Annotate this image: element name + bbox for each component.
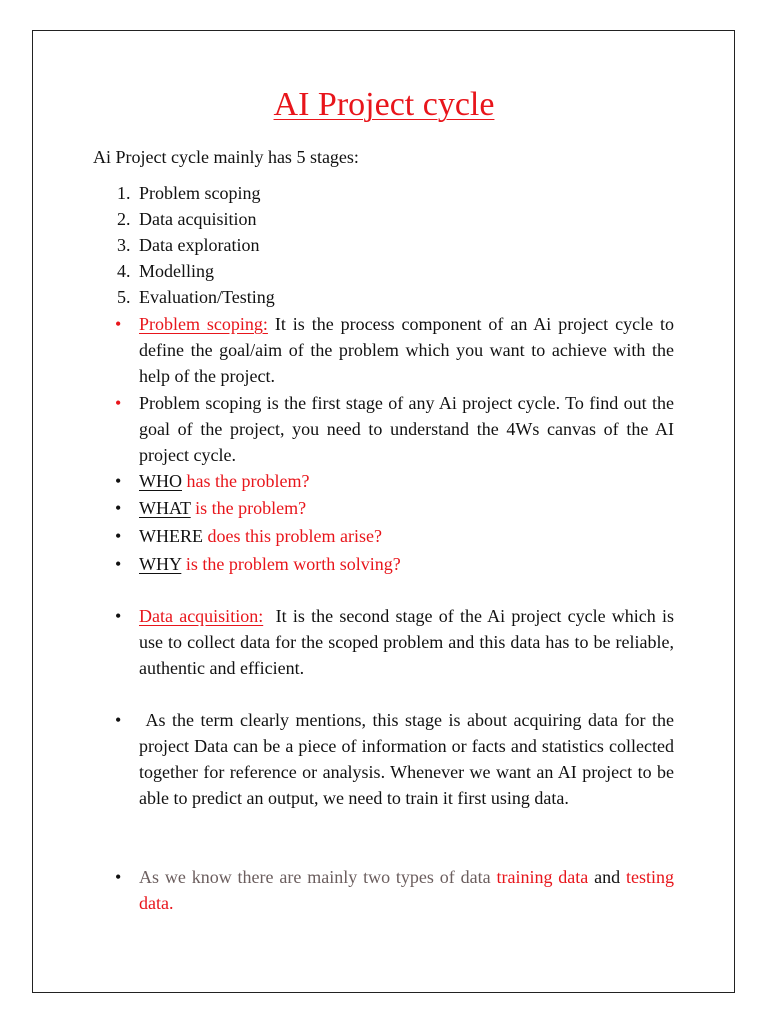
w-question: is the problem?: [190, 498, 307, 518]
bullet: •: [115, 471, 122, 491]
stage-item: Data acquisition: [139, 209, 257, 229]
intro-text: Ai Project cycle mainly has 5 stages:: [93, 147, 359, 167]
w-question: does this problem arise?: [202, 526, 382, 546]
stage-number: 3.: [117, 235, 131, 255]
document-title: AI Project cycle: [273, 86, 495, 123]
bullet: •: [115, 554, 122, 574]
data-types-paragraph: [139, 864, 674, 916]
stage-item: Problem scoping: [139, 183, 261, 203]
stage-number: 2.: [117, 209, 131, 229]
stage-number: 5.: [117, 287, 131, 307]
acquiring-data-paragraph: As the term clearly mentions, this stage is about acquiring data for the project Data can be a piece of information or facts and statistics collected together for reference or analysis. Whenever we want an AI project to be able to predict an output, we need to train it first using data.: [139, 710, 679, 808]
w-word: WHY: [139, 554, 182, 574]
w-word: WHAT: [139, 498, 191, 518]
paragraph-text: As we know there are mainly two types of data: [139, 867, 497, 887]
paragraph-text: It is the second stage of the Ai project cycle which is use to collect data for the scoped problem and this data has to be reliable, authentic and efficient.: [139, 606, 679, 678]
bullet: •: [115, 393, 122, 413]
paragraph-text: and: [588, 867, 626, 887]
bullet: •: [115, 498, 122, 518]
four-w-item: [139, 495, 674, 521]
stage-item: Modelling: [139, 261, 214, 281]
bullet: •: [115, 314, 122, 334]
bullet: •: [115, 606, 122, 626]
w-word: WHERE: [139, 526, 203, 546]
data-acquisition-heading: Data acquisition:: [139, 606, 264, 626]
stage-item: Data exploration: [139, 235, 260, 255]
stage-item: Evaluation/Testing: [139, 287, 275, 307]
stage-number: 1.: [117, 183, 131, 203]
stage-number: 4.: [117, 261, 131, 281]
w-word: WHO: [139, 471, 182, 491]
data-acquisition-paragraph: [139, 603, 679, 681]
bullet: •: [115, 867, 122, 887]
four-w-item: [139, 551, 674, 577]
problem-scoping-heading: Problem scoping:: [139, 314, 268, 334]
bullet: •: [115, 710, 122, 730]
testing-data-term: testing data.: [139, 867, 674, 913]
w-question: is the problem worth solving?: [181, 554, 401, 574]
w-question: has the problem?: [182, 471, 310, 491]
bullet: •: [115, 526, 122, 546]
four-w-item: [139, 523, 674, 549]
training-data-term: training data: [496, 867, 589, 887]
four-w-item: [139, 468, 674, 494]
first-stage-paragraph: Problem scoping is the first stage of any Ai project cycle. To find out the goal of the project, you need to understand the 4Ws canvas of the AI project cycle.: [139, 393, 674, 465]
problem-scoping-paragraph: [139, 311, 674, 389]
paragraph-text: It is the process component of an Ai project cycle to define the goal/aim of the problem which you want to achieve with the help of the project.: [139, 314, 674, 386]
